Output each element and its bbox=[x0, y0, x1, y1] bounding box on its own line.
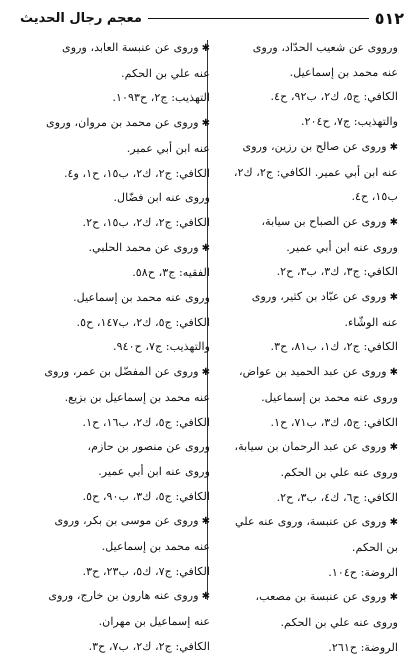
text-line bbox=[30, 535, 210, 560]
asterisk-icon: ✱ bbox=[201, 591, 210, 603]
line-text: وروى عن عبد الحميد بن عواض، bbox=[238, 365, 387, 379]
asterisk-icon: ✱ bbox=[389, 367, 398, 379]
text-line bbox=[30, 62, 210, 87]
line-text: والتهذيب: ج٧، ح٩٤٠. bbox=[113, 340, 210, 354]
text-line bbox=[218, 411, 398, 436]
page-number: ٥١٢ bbox=[374, 8, 404, 28]
line-text: الكافي: ج٢، ك٢، ب٧، ح٣. bbox=[88, 639, 210, 653]
text-line bbox=[30, 610, 210, 635]
text-line bbox=[218, 110, 398, 135]
text-line bbox=[218, 585, 398, 611]
text-line bbox=[218, 311, 398, 336]
text-line bbox=[218, 461, 398, 486]
line-text: وروى عنه ابن أبي عمير. bbox=[286, 240, 398, 254]
page-header bbox=[20, 6, 404, 30]
running-title: معجم رجال الحديث bbox=[20, 10, 142, 26]
line-text: وروى عنه محمد بن إسماعيل. bbox=[261, 390, 398, 404]
asterisk-icon: ✱ bbox=[201, 118, 210, 130]
text-line bbox=[30, 386, 210, 411]
line-text: الكافي: ج٥، ك٣، ب٩٠، ح٥. bbox=[82, 489, 210, 503]
asterisk-icon: ✱ bbox=[389, 216, 398, 228]
text-line bbox=[30, 137, 210, 162]
line-text: الكافي: ج٥، ك٢، ب٩٢، ح٤. bbox=[270, 90, 398, 104]
line-text: الكافي: ج٢، ك٢، ب١٥، ح١، و٤. bbox=[63, 166, 210, 180]
line-text: وروى عنه هارون بن خارج، وروى bbox=[48, 589, 199, 603]
line-text: وروى عن عبد الرحمان بن سيابة، bbox=[234, 440, 387, 454]
text-line bbox=[218, 536, 398, 561]
text-line bbox=[30, 411, 210, 436]
line-text: ب١٥، ح٤. bbox=[351, 190, 398, 204]
text-line bbox=[218, 236, 398, 261]
text-line bbox=[218, 135, 398, 161]
text-line bbox=[218, 161, 398, 186]
text-line bbox=[218, 260, 398, 285]
text-line bbox=[30, 186, 210, 211]
line-text: وروى عن منصور بن حازم، bbox=[87, 440, 210, 454]
line-text: التهذيب: ج٢، ح١٠٩٣. bbox=[112, 91, 210, 105]
text-line bbox=[30, 635, 210, 660]
line-text: الكافي: ج٢، ك٢، ب١٥، ح٢. bbox=[82, 215, 210, 229]
text-line bbox=[218, 285, 398, 311]
line-text: عنه محمد بن إسماعيل. bbox=[101, 540, 210, 554]
line-text: وروى عن عنبسة العابد، وروى bbox=[61, 41, 199, 54]
left-column bbox=[30, 36, 210, 660]
line-text: وروى عن المفضّل بن عمر، وروى bbox=[44, 365, 199, 379]
line-text: الكافي: ج٥، ك٢، ب١٦، ح١. bbox=[82, 415, 210, 429]
line-text: والتهذيب: ج٧، ح٢٠٤. bbox=[301, 115, 398, 129]
text-line bbox=[30, 236, 210, 262]
line-text: عنه محمد بن إسماعيل. bbox=[289, 65, 398, 79]
text-line bbox=[218, 386, 398, 411]
line-text: الكافي: ج٥، ك٣، ب٧١، ح١. bbox=[270, 415, 398, 429]
asterisk-icon: ✱ bbox=[389, 292, 398, 304]
text-line bbox=[30, 509, 210, 535]
text-line bbox=[218, 335, 398, 360]
asterisk-icon: ✱ bbox=[389, 517, 398, 529]
text-line bbox=[30, 111, 210, 137]
text-line bbox=[30, 435, 210, 460]
header-rule bbox=[148, 18, 369, 19]
text-line bbox=[218, 61, 398, 86]
line-text: عنه الوشّاء. bbox=[344, 315, 398, 329]
text-line bbox=[218, 85, 398, 110]
line-text: وروى عن محمد بن مروان، وروى bbox=[46, 116, 199, 130]
asterisk-icon: ✱ bbox=[201, 242, 210, 254]
line-text: ورووى عن شعيب الحدّاد، وروى bbox=[252, 41, 398, 54]
asterisk-icon: ✱ bbox=[389, 442, 398, 454]
text-line bbox=[30, 335, 210, 360]
line-text: عنه محمد بن إسماعيل بن بزيع. bbox=[64, 390, 210, 404]
asterisk-icon: ✱ bbox=[389, 592, 398, 604]
text-line bbox=[218, 210, 398, 236]
line-text: الكافي: ج٦، ك٤، ب٣، ح٢. bbox=[276, 490, 398, 504]
line-text: وروى عن عبّاد بن كثير، وروى bbox=[251, 290, 387, 304]
line-text: وروى عنه علي بن الحكم. bbox=[280, 465, 398, 479]
text-line bbox=[30, 560, 210, 585]
line-text: عنه ابن أبي عمير. bbox=[126, 141, 210, 155]
text-line bbox=[218, 435, 398, 461]
text-line bbox=[30, 86, 210, 111]
text-line bbox=[30, 36, 210, 62]
line-text: عنه إسماعيل بن مهران. bbox=[98, 615, 210, 629]
text-line bbox=[218, 636, 398, 661]
text-line bbox=[30, 311, 210, 336]
text-line bbox=[218, 486, 398, 511]
line-text: الكافي: ج٣، ك٣، ب٣، ح٢. bbox=[276, 265, 398, 279]
line-text: عنه ابن أبي عمير. الكافي: ج٢، ك٢، bbox=[233, 165, 398, 179]
line-text: الروضة: ح٢٦١. bbox=[328, 640, 398, 654]
line-text: وروى عنه ابن فضّال. bbox=[113, 191, 210, 205]
line-text: الكافي: ج٢، ك١، ب٨١، ح٣. bbox=[270, 340, 398, 354]
line-text: الكافي: ج٧، ك٥، ب٢٣، ح٣. bbox=[82, 564, 210, 578]
text-line bbox=[218, 510, 398, 536]
line-text: عنه علي بن الحكم. bbox=[121, 66, 210, 80]
right-column bbox=[218, 36, 398, 661]
line-text: الروضة: ح١٠٤. bbox=[328, 565, 398, 579]
line-text: وروى عنه ابن أبي عمير. bbox=[98, 464, 210, 478]
line-text: بن الحكم. bbox=[351, 541, 398, 555]
line-text: وروى عن صالح بن رزين، وروى bbox=[242, 139, 387, 153]
text-line bbox=[218, 36, 398, 61]
text-line bbox=[30, 211, 210, 236]
text-line bbox=[30, 286, 210, 311]
text-line bbox=[30, 460, 210, 485]
text-line bbox=[30, 360, 210, 386]
line-text: وروى عنه علي بن الحكم. bbox=[280, 616, 398, 630]
text-line bbox=[218, 185, 398, 210]
line-text: وروى عن موسى بن بكر، وروى bbox=[54, 514, 199, 528]
asterisk-icon: ✱ bbox=[201, 516, 210, 528]
text-line bbox=[218, 561, 398, 586]
line-text: وروى عنه محمد بن إسماعيل. bbox=[73, 291, 210, 305]
line-text: وروى عن الصباح بن سيابة، bbox=[261, 214, 387, 228]
text-line bbox=[218, 360, 398, 386]
asterisk-icon: ✱ bbox=[389, 141, 398, 153]
asterisk-icon: ✱ bbox=[201, 43, 210, 54]
line-text: وروى عن عنبسة، وروى عنه علي bbox=[234, 515, 387, 529]
asterisk-icon: ✱ bbox=[201, 367, 210, 379]
text-line bbox=[218, 611, 398, 636]
text-line bbox=[30, 261, 210, 286]
line-text: وروى عن محمد الحلبي. bbox=[88, 240, 199, 254]
line-text: الكافي: ج٥، ك٢، ب١٤٧، ح٥. bbox=[76, 315, 210, 329]
text-line bbox=[30, 162, 210, 187]
text-line bbox=[30, 485, 210, 510]
text-line bbox=[30, 584, 210, 610]
line-text: وروى عن عنبسة بن مصعب، bbox=[255, 590, 387, 604]
line-text: الفقيه: ج٣، ح٥٨. bbox=[132, 266, 210, 280]
